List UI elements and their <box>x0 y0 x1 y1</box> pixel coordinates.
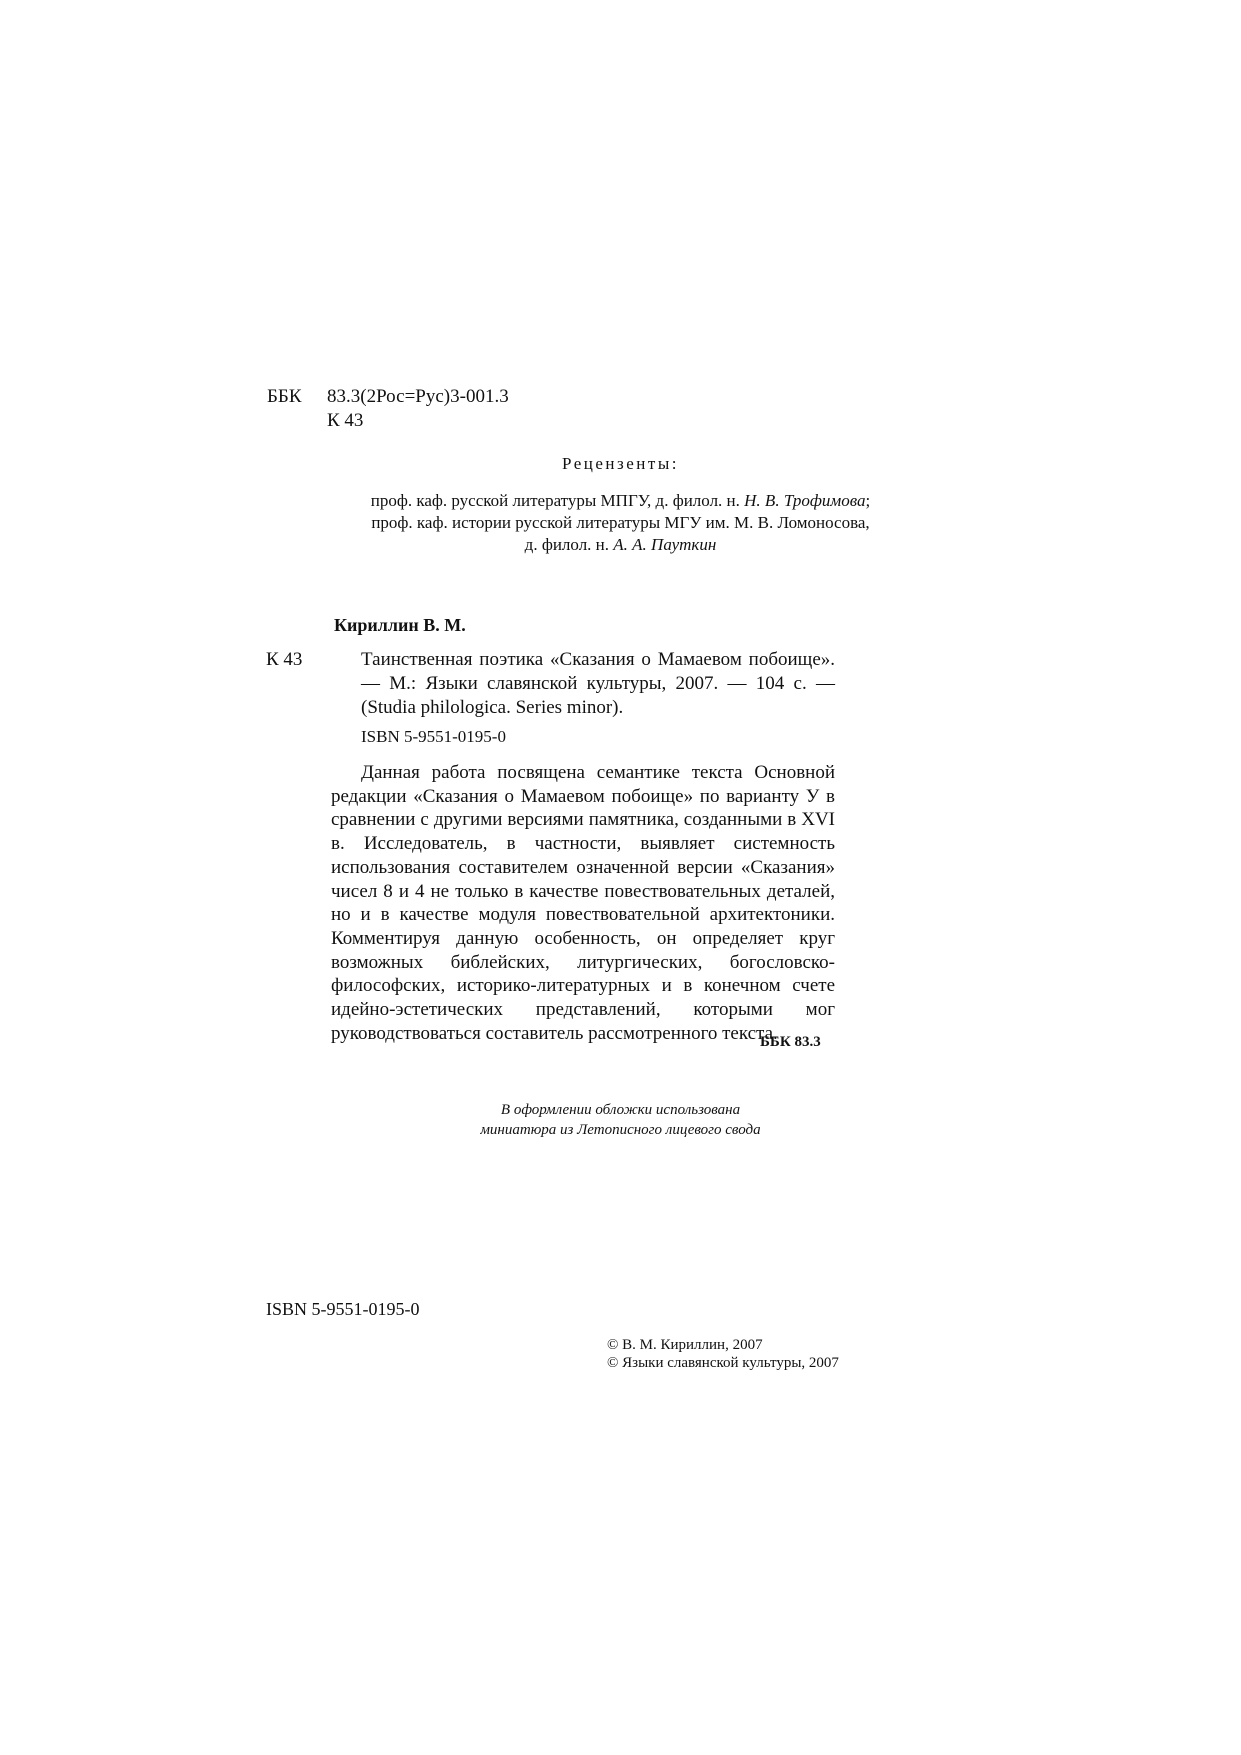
copyright-author: © В. М. Кириллин, 2007 <box>607 1337 763 1353</box>
reviewer-1-suffix: ; <box>865 491 871 510</box>
copyright-publisher: © Языки славянской культуры, 2007 <box>607 1355 839 1371</box>
reviewer-2 <box>0 534 1241 556</box>
cover-note-line-1: В оформлении обложки использована <box>500 1102 741 1118</box>
entry-author: Кириллин В. М. <box>334 615 466 635</box>
cover-note <box>0 1100 1241 1140</box>
reviewer-2-name: А. А. Пауткин <box>613 535 717 554</box>
reviewer-1-affiliation: проф. каф. русской литературы МПГУ, д. филол. н. <box>370 491 745 510</box>
reviewer-2-affiliation: проф. каф. истории русской литературы МГУ им. М. В. Ломоносова, <box>371 513 870 532</box>
footer-isbn: ISBN 5-9551-0195-0 <box>266 1299 420 1319</box>
abstract-text: Данная работа посвящена семантике текста Основной редакции «Сказания о Мамаевом побоище» по варианту У в сравнении с другими версиями памятника, созданными в XVI в. Исследователь, в частности, выявляет системность использования составителем означенной версии «Сказания» чисел 8 и 4 не только в качестве повествовательных деталей, но и в качестве модуля повествовательной архитектоники. Комментируя данную особенность, он определяет круг возможных библейских, литургических, богословско-философских, историко-литературных и в конечном счете идейно-эстетических представлений, которыми мог руководствоваться составитель рассмотренного текста. <box>331 762 835 1044</box>
author-mark: К 43 <box>327 410 364 431</box>
reviewer-1 <box>0 490 1241 512</box>
bibliographic-description: Таинственная поэтика «Сказания о Мамаевом побоище». — М.: Языки славянской культуры, 2007. — 104 с. — (Studia philologica. Series minor). <box>361 649 835 718</box>
reviewer-1-name: Н. В. Трофимова <box>744 491 866 510</box>
entry-mark: К 43 <box>266 649 303 670</box>
copyright-block <box>607 1336 839 1372</box>
bbk-label: ББК <box>267 386 302 407</box>
entry-bbk: ББК 83.3 <box>760 1034 821 1050</box>
reviewers-list <box>0 490 1241 556</box>
reviewer-2-degree: д. филол. н. <box>524 535 614 554</box>
cover-note-line-2: миниатюра из Летописного лицевого свода <box>480 1122 761 1138</box>
bbk-code: 83.3(2Рос=Рус)3-001.3 <box>327 386 509 407</box>
reviewers-heading: Рецензенты: <box>562 454 679 473</box>
entry-isbn: ISBN 5-9551-0195-0 <box>361 727 506 746</box>
